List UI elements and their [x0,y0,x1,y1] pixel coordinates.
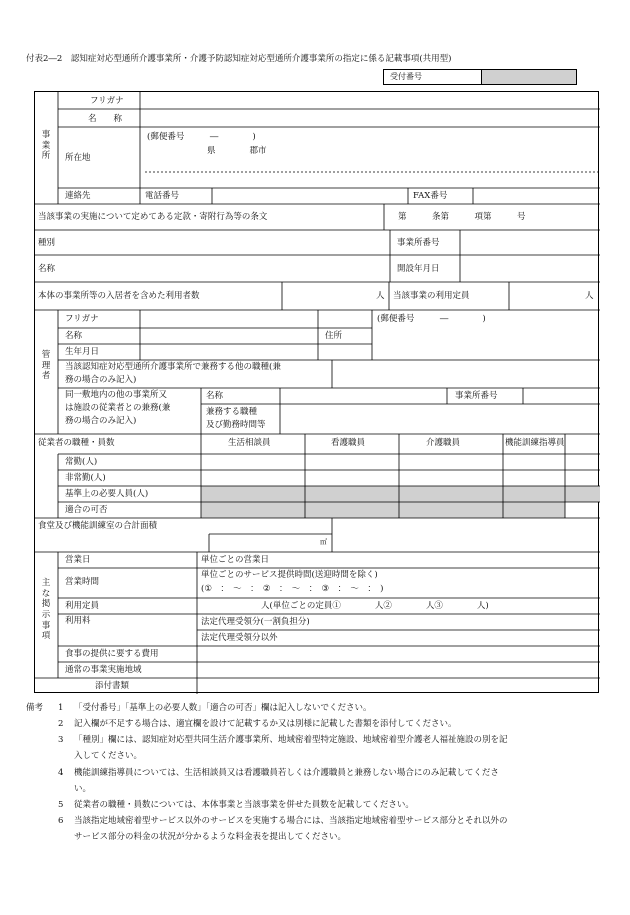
note-continuation: 入してください。 [74,751,143,762]
office-pref-city: 県 郡市 [207,146,267,156]
main-items-group-label: 主 な 掲 示 事 項 [41,578,51,642]
note-text: 従業者の職種・員数については、本体事業と当該事業を併せた員数を記載してください。 [74,799,414,810]
receipt-number-box [383,69,577,85]
manager-group-label: 管 理 者 [41,350,51,382]
meal-cost-label: 食事の提供に要する費用 [65,649,159,659]
office-group-label: 事 業 所 [41,130,51,162]
staff-row-required: 基準上の必要人員(人) [65,489,149,499]
service-capacity-label: 利用定員 [65,601,100,611]
note-number: 2 [58,719,64,730]
note-text: 「種別」欄には、認知症対応型共同生活介護事業所、地域密着型特定施設、地域密着型介護老人福祉施設の別を記 [74,735,508,746]
note-text: 機能訓練指導員については、生活相談員又は看護職員若しくは介護職員と兼務しない場合にのみ記載してくださ [74,767,499,778]
application-form-table [34,91,599,693]
note-continuation: サービス部分の料金の状況が分かるような料金表を提出してください。 [74,832,347,843]
area-label: 食堂及び機能訓練室の合計面積 [38,521,158,531]
capacity-label: 当該事業の利用定員 [393,291,470,301]
note-number: 6 [58,815,64,826]
kind-label: 種別 [38,238,56,248]
other-facility-label-2: は施設の従業者との兼務(兼 [65,403,171,413]
articles-label: 当該事業の実施について定めてある定款・寄附行為等の条文 [38,212,268,222]
concurrent-job-label-1: 当該認知症対応型通所介護事業所で兼務する他の職種(兼 [65,362,281,372]
note-number: 1 [58,703,64,713]
note-number: 3 [58,735,64,746]
open-date-label: 開設年月日 [397,264,440,274]
concurrent-job-label-2: 務の場合のみ記入) [65,375,137,385]
fee-label: 利用料 [65,616,91,626]
office-furigana-label: フリガナ [90,96,124,106]
office-number-label: 事業所番号 [397,238,440,248]
name-label: 名称 [38,264,56,274]
office-tel-label: 電話番号 [145,191,180,201]
staff-col-counselor: 生活相談員 [228,438,271,448]
notes-section [26,700,606,845]
other-facility-label-3: 務の場合のみ記入) [65,416,137,426]
notes-heading: 備考 [26,703,44,713]
note-text: 記入欄が不足する場合は、適宜欄を設けて記載するか又は別様に記載した書類を添付してください。 [74,719,457,730]
office-address-label: 所在地 [65,153,91,163]
users-unit: 人 [376,291,385,301]
fee-proxy-label: 法定代理受領分(一割負担分) [201,617,310,627]
office-contact-label: 連絡先 [65,191,91,201]
other-facility-label-1: 同一敷地内の他の事業所又 [65,390,168,400]
note-continuation: い。 [74,783,92,794]
manager-birth-label: 生年月日 [65,347,100,357]
attachments-label: 添付書類 [95,681,130,691]
note-text: 「受付番号」「基準上の必要人数」「適合の可否」欄は記入しないでください。 [74,703,372,713]
staff-label: 従業者の職種・員数 [38,438,115,448]
business-day-value: 単位ごとの営業日 [201,555,270,565]
receipt-number-field[interactable] [482,70,576,84]
form-title: 付表2―2 認知症対応型通所介護事業所・介護予防認知症対応型通所介護事業所の指定に係る記載事項(共用型) [26,54,452,64]
note-number: 4 [58,767,64,778]
service-area-label: 通常の事業実施地域 [65,665,142,675]
staff-row-parttime: 非常勤(人) [65,473,106,483]
staff-row-fulltime: 常勤(人) [65,457,98,467]
area-unit: ㎡ [320,538,327,546]
other-facility-job-label-2: 及び勤務時間等 [206,420,266,430]
service-capacity-value: 人(単位ごとの定員① 人② 人③ 人) [261,601,489,611]
staff-col-caregiver: 介護職員 [426,438,461,448]
note-text: 当該指定地域密着型サービス以外のサービスを実施する場合には、当該指定地域密着型サービス部分とそれ以外の [74,815,508,826]
capacity-unit: 人 [585,291,594,301]
business-hours-value-2: (① ： ～ ： ② ： ～ ： ③ ： ～ ： ) [201,584,384,594]
office-fax-label: FAX番号 [413,191,448,201]
receipt-number-label: 受付番号 [384,70,482,84]
business-hours-value-1: 単位ごとのサービス提供時間(送迎時間を除く) [201,570,378,580]
staff-col-trainer: 機能訓練指導員 [505,438,565,448]
note-number: 5 [58,799,64,810]
users-label: 本体の事業所等の入居者を含めた利用者数 [38,291,200,301]
business-day-label: 営業日 [65,555,91,565]
office-name-label: 名 称 [88,114,123,124]
business-hours-label: 営業時間 [65,577,100,587]
staff-col-nurse: 看護職員 [331,438,366,448]
manager-address-label: 住所 [325,331,343,341]
other-facility-number-label: 事業所番号 [455,391,498,401]
other-facility-name-label: 名称 [206,391,224,401]
manager-furigana-label: フリガナ [65,314,99,324]
manager-name-label: 名称 [65,331,83,341]
other-facility-job-label-1: 兼務する職種 [206,407,258,417]
articles-value: 第 条第 項第 号 [398,212,526,222]
staff-row-conformity: 適合の可否 [65,505,108,515]
manager-postal: (郵便番号 ― ) [377,314,486,324]
office-postal: (郵便番号 ― ) [147,132,256,142]
fee-nonproxy-label: 法定代理受領分以外 [201,633,278,643]
